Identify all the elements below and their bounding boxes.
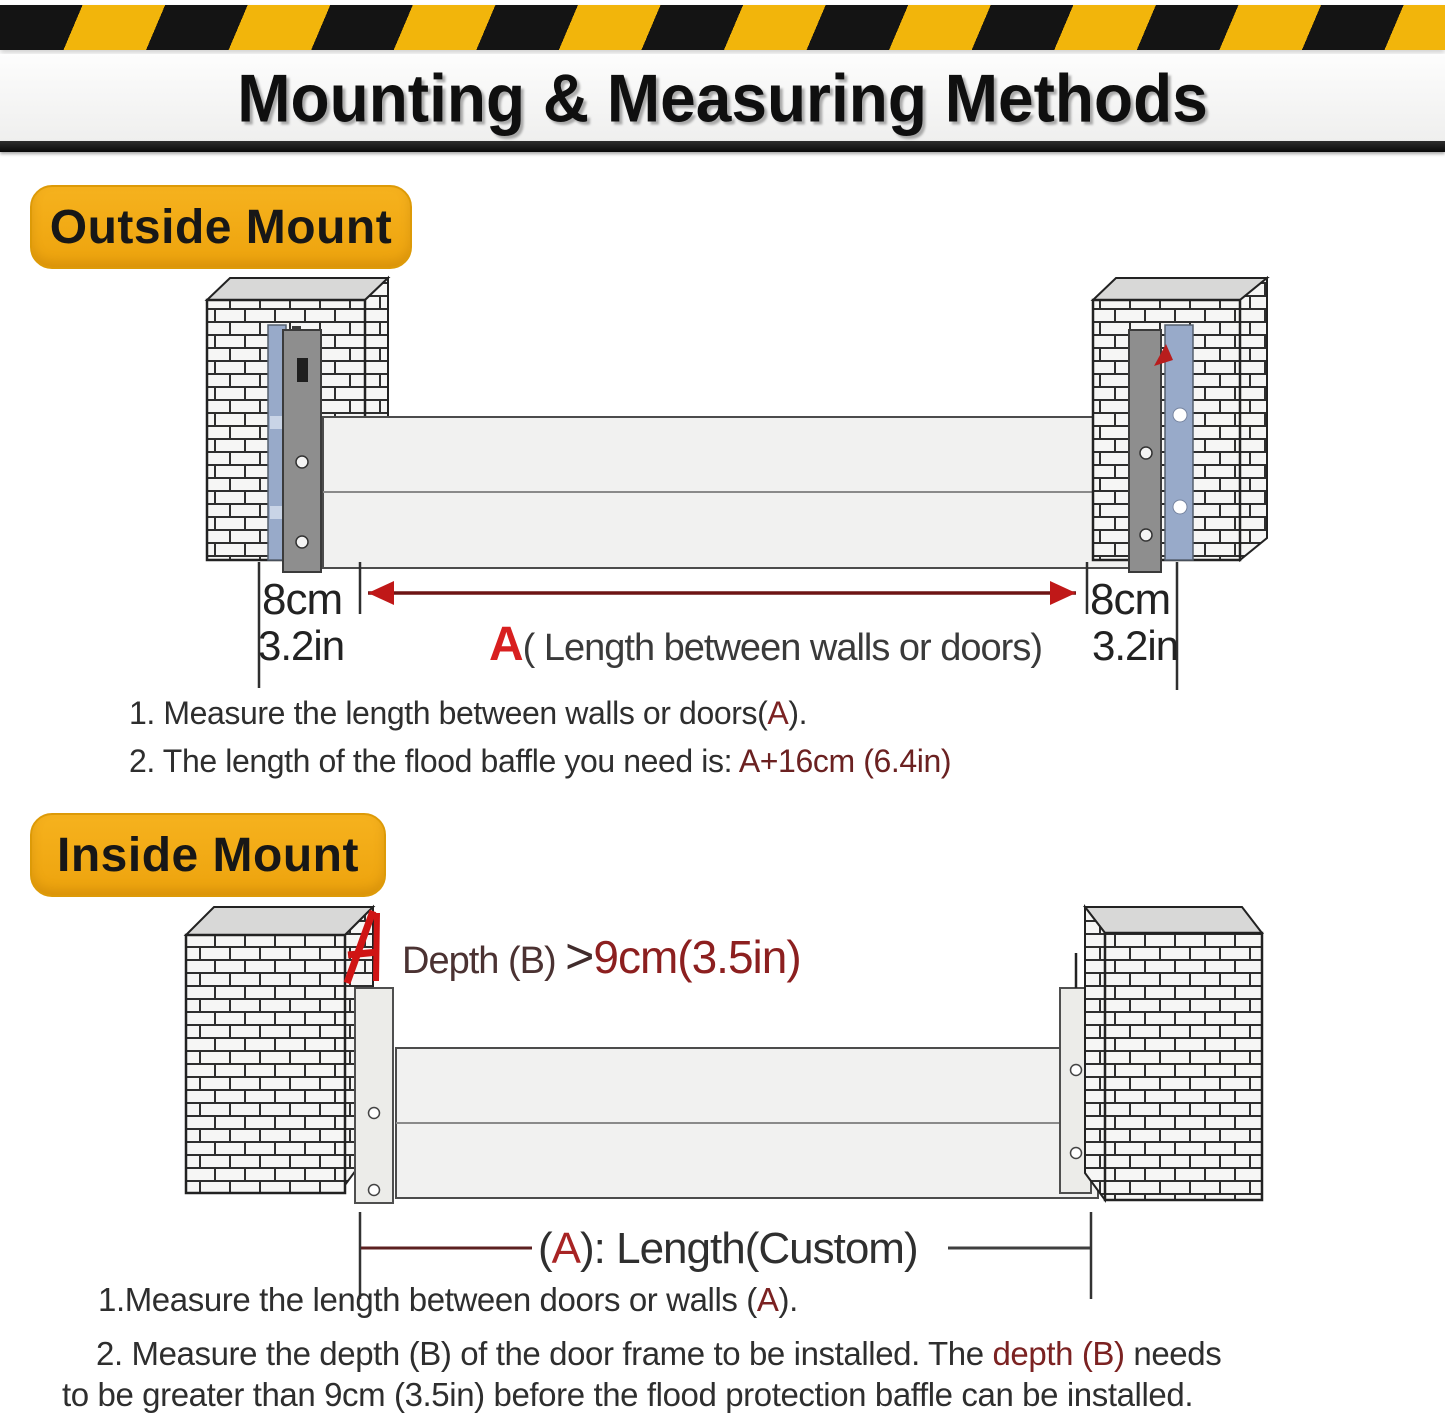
outside-step-1: 1. Measure the length between walls or doors(A). [129,695,808,731]
inside-step-1: 1.Measure the length between doors or walls (A). [98,1281,798,1318]
dimension-annotations [258,562,1178,690]
title-band [0,54,1445,141]
mount-bar-left [283,330,321,572]
hazard-stripe-banner [0,0,1445,54]
inside-mount-diagram [140,895,1330,1315]
inside-mount-label-text: Inside Mount [57,828,359,882]
inner-channel-left [355,988,393,1203]
outside-mount-instructions [129,689,951,785]
flood-baffle-panel [323,417,1129,568]
inside-mount-label [30,813,386,897]
outside-mount-diagram [140,270,1320,700]
outside-mount-label-text: Outside Mount [49,200,393,254]
dim-left-cm: 8cm [262,575,343,624]
mount-bar-right [1129,330,1161,572]
divider-bar [0,141,1445,152]
depth-annotation: Depth (B) >9cm(3.5in) [402,928,801,984]
length-a-annotation: A( Length between walls or doors) [489,618,1042,671]
hazard-stripes [0,5,1445,50]
brick-pillar-left [186,907,373,1193]
outside-step-2: 2. The length of the flood baffle you need is: A+16cm (6.4in) [129,743,952,779]
flood-baffle-panel [396,1048,1098,1198]
brick-pillar-right [1085,907,1262,1200]
dim-right-cm: 8cm [1090,575,1171,624]
outside-mount-label [30,185,412,269]
dim-left-in: 3.2in [258,622,345,669]
length-custom-annotation: (A): Length(Custom) [538,1224,918,1273]
dim-right-in: 3.2in [1092,622,1179,669]
inside-mount-instructions [62,1279,1221,1415]
inside-step-2-line-1: 2. Measure the depth (B) of the door frame to be installed. The depth (B) needs [96,1335,1222,1372]
page-title: Mounting & Measuring Methods [237,59,1208,136]
inside-step-2-line-2: to be greater than 9cm (3.5in) before the flood protection baffle can be installed. [62,1376,1194,1413]
